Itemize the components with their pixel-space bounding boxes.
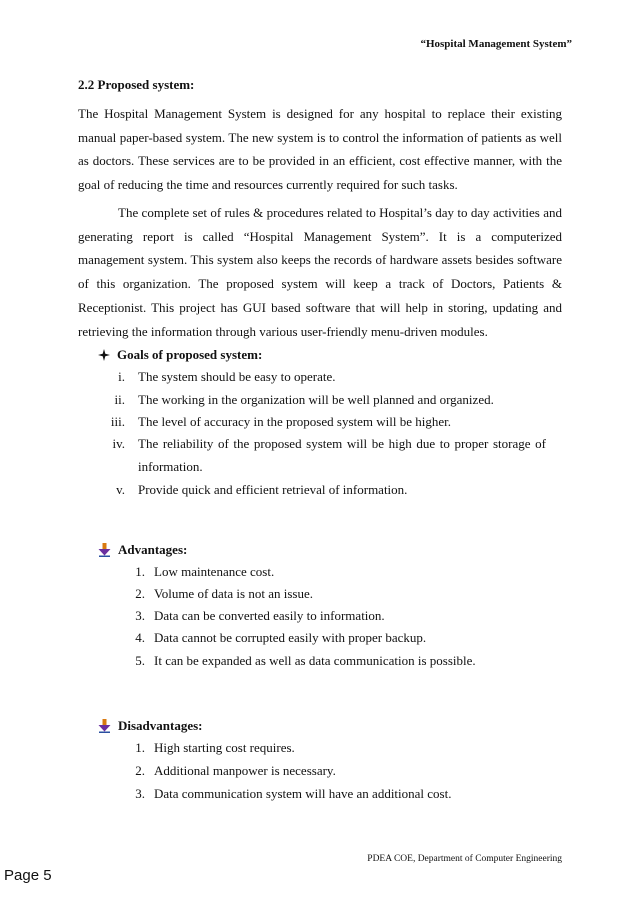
list-item-number: 5. xyxy=(135,653,145,668)
list-item-text: It can be expanded as well as data communication is possible. xyxy=(154,653,476,668)
list-item xyxy=(96,479,562,502)
advantages-heading xyxy=(98,542,187,558)
paragraph-intro: The Hospital Management System is designed for any hospital to replace their existing manual paper-based system. The new system is to control the information of patients as well as doctors. These services are to be provided in an efficient, cost effective manner, with the goal of reducing the time and resources currently required for such tasks. xyxy=(78,106,562,193)
arrow-down-bullet-icon xyxy=(98,543,111,557)
list-item-number: ii. xyxy=(114,392,125,407)
list-item-number: 3. xyxy=(135,608,145,623)
list-item-number: 4. xyxy=(135,630,145,645)
list-item xyxy=(96,411,562,434)
arrow-down-bullet-icon xyxy=(98,719,111,733)
list-item xyxy=(116,583,556,606)
list-item xyxy=(96,366,562,389)
list-item xyxy=(116,760,556,783)
list-item-text: Data can be converted easily to information. xyxy=(154,608,385,623)
list-item-text: Volume of data is not an issue. xyxy=(154,586,313,601)
list-item xyxy=(96,433,562,478)
page-number: Page 5 xyxy=(4,867,52,884)
list-item-number: 1. xyxy=(135,740,145,755)
running-header: “Hospital Management System” xyxy=(420,38,572,50)
advantages-heading-text: Advantages: xyxy=(118,542,188,557)
list-item-text: Provide quick and efficient retrieval of information. xyxy=(138,482,408,497)
list-item xyxy=(116,605,556,628)
list-item-text: Data cannot be corrupted easily with proper backup. xyxy=(154,630,427,645)
list-item-number: 3. xyxy=(135,786,145,801)
page-footer: PDEA COE, Department of Computer Engineering xyxy=(367,854,562,864)
list-item xyxy=(96,389,562,412)
list-item-number: 1. xyxy=(135,564,145,579)
list-item-text: Low maintenance cost. xyxy=(154,564,275,579)
goals-heading xyxy=(98,347,262,363)
list-item xyxy=(116,650,556,673)
list-item xyxy=(116,627,556,650)
list-item-number: 2. xyxy=(135,586,145,601)
list-item-number: i. xyxy=(118,369,125,384)
list-item-text: The system should be easy to operate. xyxy=(138,369,336,384)
list-item-text: High starting cost requires. xyxy=(154,740,295,755)
goals-heading-text: Goals of proposed system: xyxy=(117,347,263,362)
list-item-number: v. xyxy=(116,482,125,497)
list-item-number: iii. xyxy=(110,414,125,429)
disadvantages-heading xyxy=(98,718,203,734)
paragraph-details: The complete set of rules & procedures related to Hospital’s day to day activities and generating report is called “Hospital Management System”. It is a computerized management system. This system also keeps the records of hardware assets besides software of this organization. The proposed system will keep a track of Doctors, Patients & Receptionist. This project has GUI based software that will help in storing, updating and retrieving the information through various user-friendly menu-driven modules. xyxy=(78,205,562,339)
list-item-number: 2. xyxy=(135,763,145,778)
diamond-star-bullet-icon xyxy=(98,349,110,361)
list-item xyxy=(116,783,556,806)
list-item xyxy=(116,737,556,760)
list-item-text: Data communication system will have an additional cost. xyxy=(154,786,452,801)
list-item-text: Additional manpower is necessary. xyxy=(154,763,336,778)
list-item-text: The working in the organization will be well planned and organized. xyxy=(138,392,494,407)
list-item-text: The level of accuracy in the proposed system will be higher. xyxy=(138,414,451,429)
list-item xyxy=(116,561,556,584)
list-item-number: iv. xyxy=(112,436,125,451)
section-title: 2.2 Proposed system: xyxy=(78,77,195,92)
disadvantages-heading-text: Disadvantages: xyxy=(118,718,203,733)
list-item-text: The reliability of the proposed system will be high due to proper storage of information. xyxy=(138,436,546,474)
